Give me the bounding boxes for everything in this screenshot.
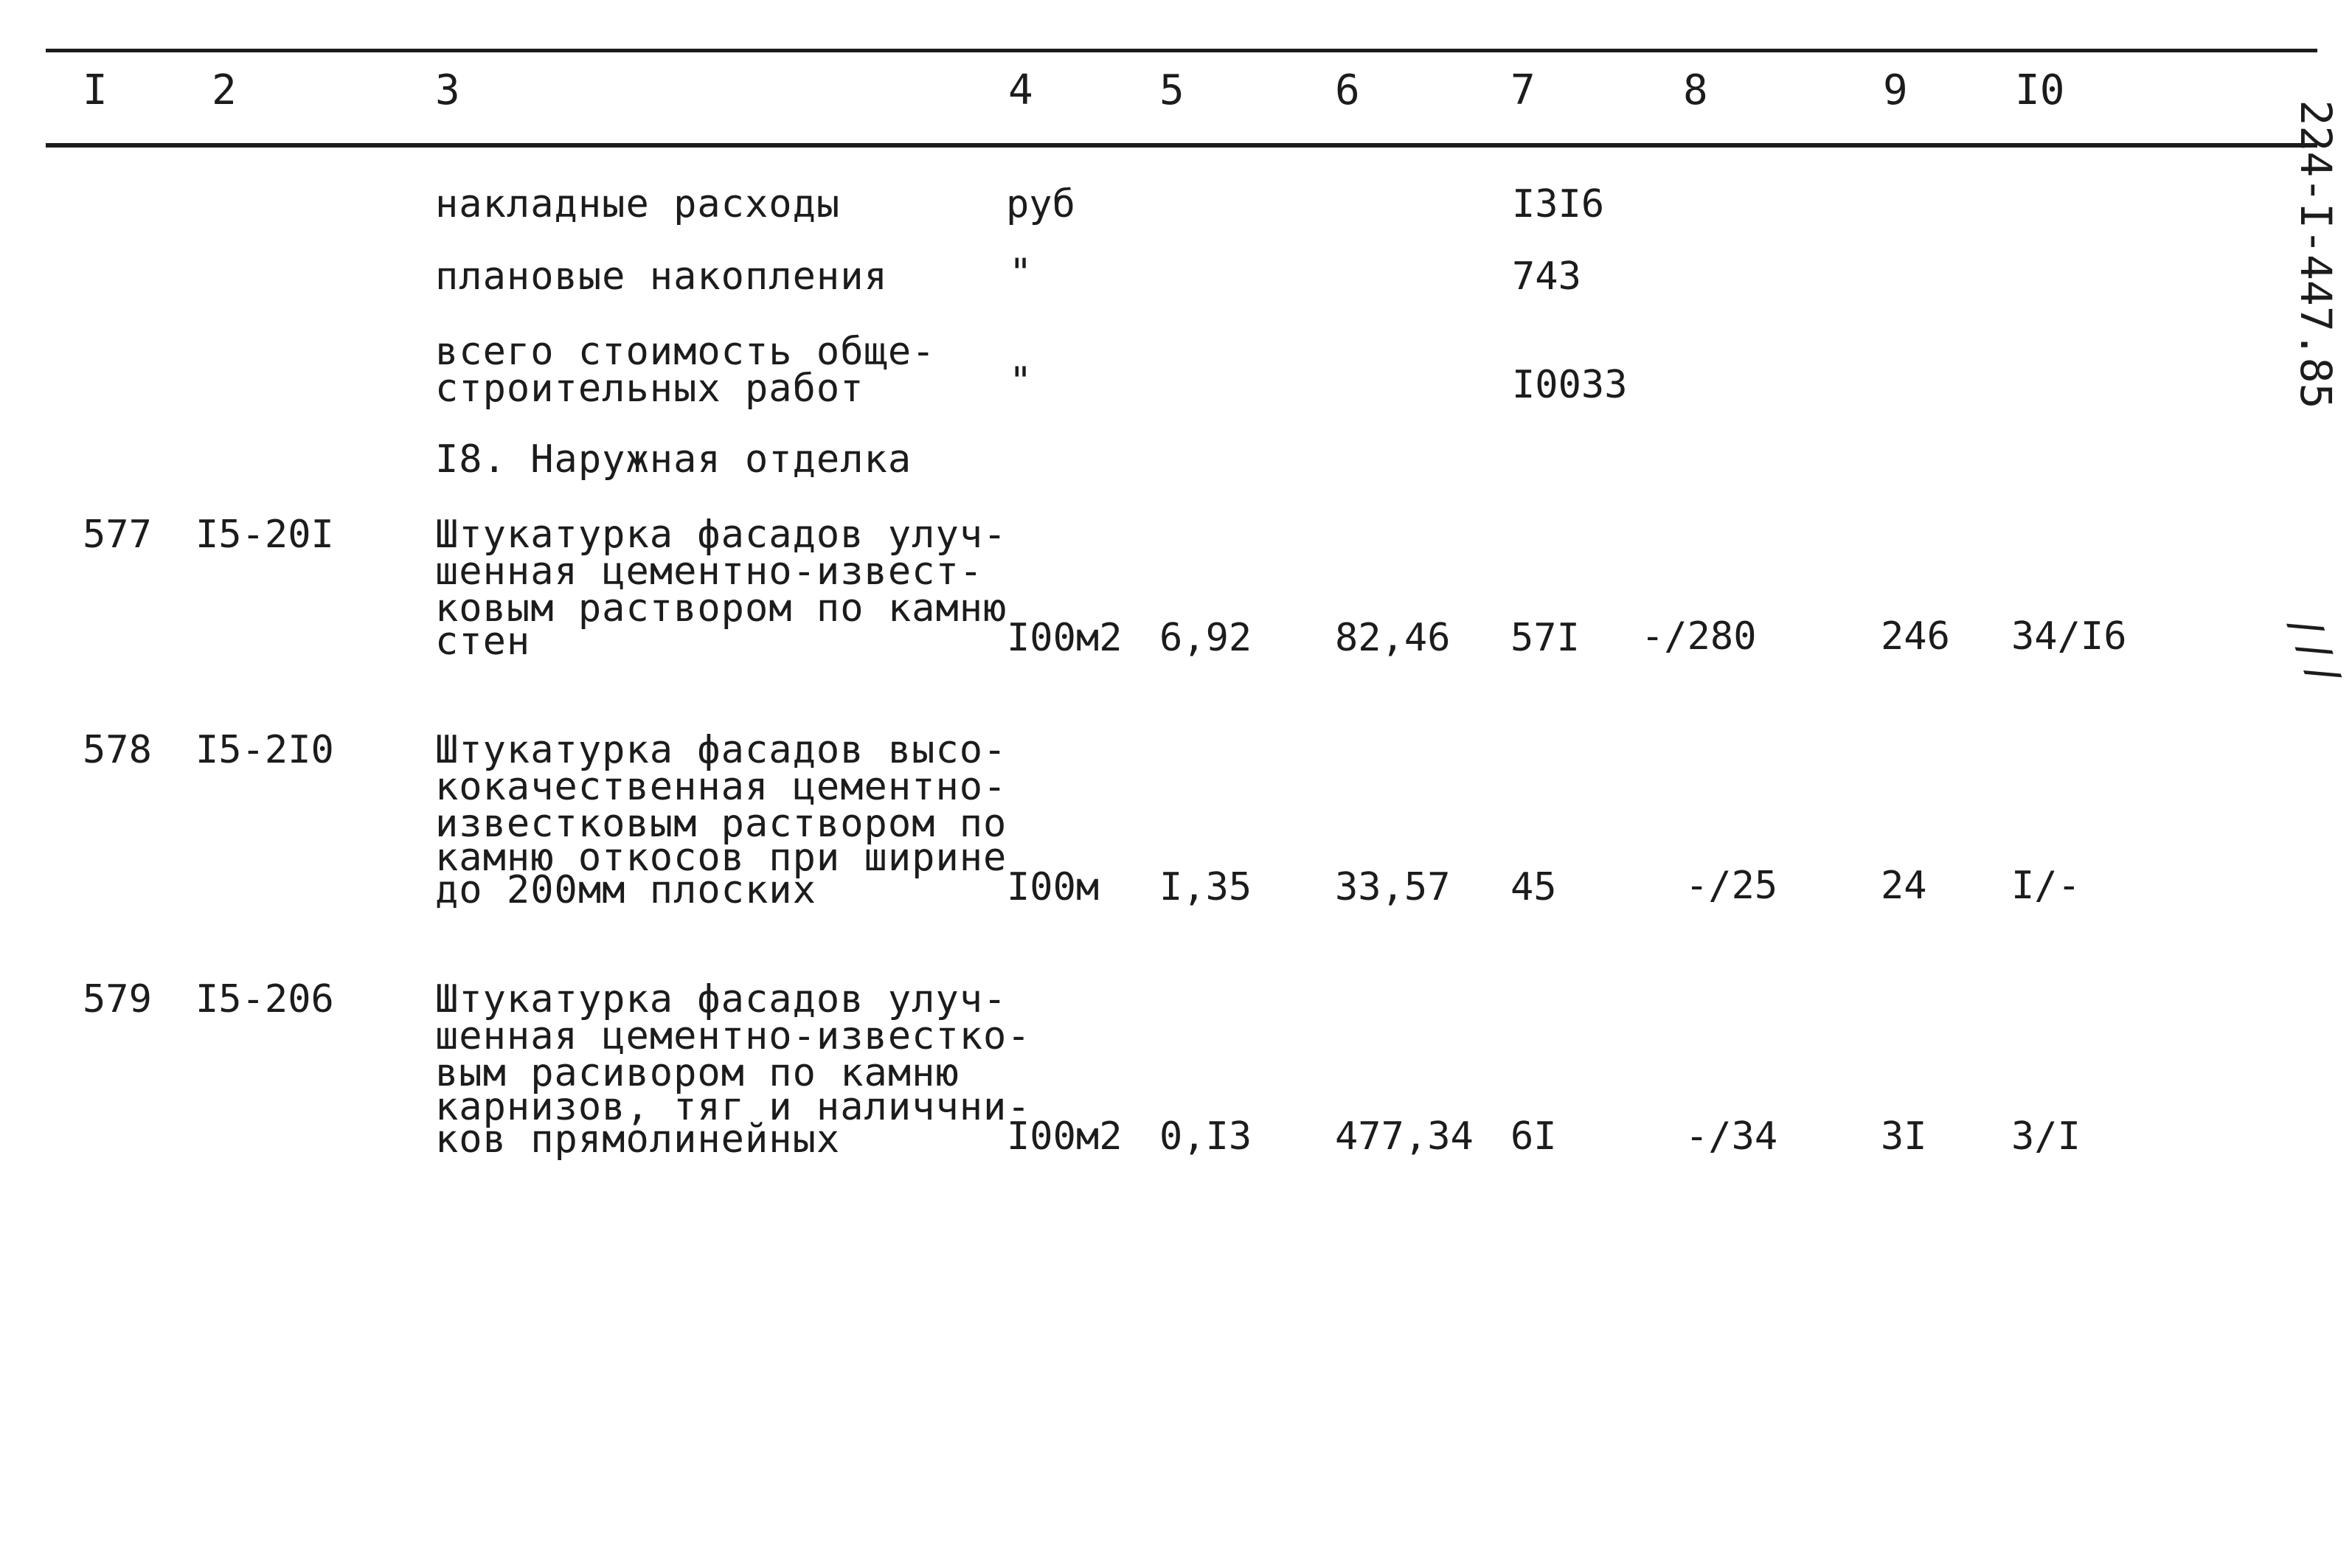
overhead-unit: руб [1006, 182, 1075, 226]
row-col-6: 33,57 [1335, 865, 1451, 909]
total-label-line1: всего стоимость обще- [435, 330, 936, 374]
row-col-9: 24 [1881, 864, 1927, 908]
planned-value: 743 [1512, 254, 1581, 299]
table-header-rule [46, 143, 2317, 148]
overhead-label: накладные расходы [435, 182, 841, 226]
header-col-1: I [83, 66, 108, 114]
header-col-6: 6 [1335, 66, 1360, 114]
row-desc-line: шенная цементно-известко- [435, 1014, 1031, 1058]
header-col-3: 3 [435, 66, 460, 114]
section-title: I8. Наружная отделка [435, 437, 912, 482]
row-col-5: 6,92 [1159, 616, 1252, 660]
margin-mark: /// [2279, 607, 2351, 695]
row-col-8: -/280 [1641, 614, 1757, 659]
row-code: I5-20I [195, 513, 334, 557]
row-unit: I00м [1007, 865, 1100, 909]
row-desc-line: ковым раствором по камню [435, 586, 1007, 631]
row-desc-line: камню откосов при ширине [435, 836, 1007, 880]
row-desc-line: вым расивором по камню [435, 1051, 960, 1095]
row-unit: I00м2 [1007, 616, 1123, 660]
row-desc-line: шенная цементно-извест- [435, 549, 984, 594]
row-col-8: -/34 [1685, 1114, 1778, 1159]
row-desc-line: Штукатурка фасадов улуч- [435, 513, 1007, 557]
total-value: I0033 [1512, 363, 1628, 407]
header-col-10: I0 [2015, 66, 2065, 114]
row-desc-line: стен [435, 620, 531, 664]
row-number: 578 [83, 728, 152, 772]
header-col-2: 2 [212, 66, 237, 114]
header-col-8: 8 [1683, 66, 1708, 114]
row-desc-line: карнизов, тяг и наличчни- [435, 1085, 1031, 1129]
row-code: I5-2I0 [195, 728, 334, 772]
header-col-9: 9 [1883, 66, 1908, 114]
row-code: I5-206 [195, 977, 334, 1021]
row-col-9: 3I [1881, 1114, 1927, 1159]
total-label-line2: строительных работ [435, 367, 864, 411]
table-top-rule [46, 49, 2317, 52]
document-code: 224-I-447.85 [2291, 100, 2341, 409]
row-col-10: I/- [2011, 864, 2081, 908]
total-unit: " [1009, 359, 1033, 403]
row-col-9: 246 [1881, 614, 1950, 659]
row-col-5: 0,I3 [1159, 1114, 1252, 1159]
row-desc-line: ков прямолинейных [435, 1117, 841, 1162]
row-col-7: 57I [1510, 616, 1580, 660]
row-col-6: 477,34 [1335, 1114, 1474, 1159]
row-col-10: 3/I [2011, 1114, 2081, 1159]
row-number: 577 [83, 513, 152, 557]
row-desc-line: Штукатурка фасадов улуч- [435, 977, 1007, 1021]
header-col-5: 5 [1159, 66, 1184, 114]
row-col-10: 34/I6 [2011, 614, 2127, 659]
row-desc-line: Штукатурка фасадов высо- [435, 728, 1007, 772]
row-desc-line: известковым раствором по [435, 802, 1007, 846]
planned-label: плановые накопления [435, 254, 888, 299]
row-unit: I00м2 [1007, 1114, 1123, 1159]
row-col-7: 45 [1510, 865, 1557, 909]
row-col-7: 6I [1510, 1114, 1557, 1159]
row-desc-line: кокачественная цементно- [435, 765, 1007, 809]
row-desc-line: до 200мм плоских [435, 868, 816, 912]
row-col-8: -/25 [1685, 864, 1778, 908]
row-col-5: I,35 [1159, 865, 1252, 909]
header-col-4: 4 [1008, 66, 1033, 114]
row-number: 579 [83, 977, 152, 1021]
overhead-value: I3I6 [1512, 182, 1605, 226]
row-col-6: 82,46 [1335, 616, 1451, 660]
planned-unit: " [1009, 251, 1033, 295]
header-col-7: 7 [1510, 66, 1536, 114]
